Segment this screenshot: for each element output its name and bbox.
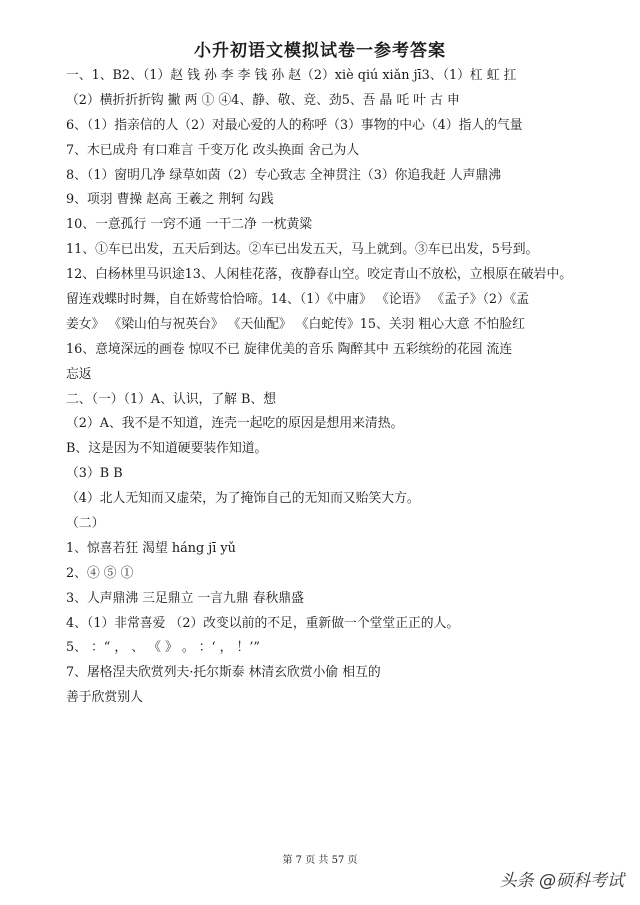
answer-line: 3、人声鼎沸 三足鼎立 一言九鼎 春秋鼎盛	[66, 590, 304, 606]
answer-line: 7、木已成舟 有口难言 千变万化 改头换面 舍己为人	[66, 142, 360, 158]
answer-line: 8、（1）窗明几净 绿草如茵（2）专心致志 全神贯注（3）你追我赶 人声鼎沸	[66, 167, 502, 183]
answer-line: 5、 ：“ ， 、 《 》 。 ：‘ ， ！’”	[66, 640, 260, 656]
answer-line: （2）横折折折钩 撇 两 ① ④4、静、敬、竞、劲5、吾 晶 吒 叶 古 申	[66, 92, 460, 108]
answer-body	[66, 64, 586, 711]
answer-line: 2、④ ⑤ ①	[66, 565, 134, 581]
answer-line: （2）A、我不是不知道，连壳一起吃的原因是想用来清热。	[66, 416, 404, 432]
answer-line: 4、（1）非常喜爱 （2）改变以前的不足，重新做一个堂堂正正的人。	[66, 615, 460, 631]
answer-line: （3）B B	[66, 466, 123, 482]
answer-line: 7、屠格涅夫欣赏列夫·托尔斯泰 林清玄欣赏小偷 相互的	[66, 665, 381, 681]
page-title: 小升初语文模拟试卷一参考答案	[194, 41, 446, 61]
answer-line: 1、惊喜若狂 渴望 háng jī yǔ	[66, 540, 236, 556]
answer-line: 9、项羽 曹操 赵高 王羲之 荆轲 勾践	[66, 192, 274, 208]
watermark: 头条 @硕科考试	[499, 871, 624, 891]
answer-line: 12、白杨林里马识途13、人闲桂花落，夜静春山空。咬定青山不放松，立根原在破岩中。	[66, 267, 573, 283]
answer-line: 16、意境深远的画卷 惊叹不已 旋律优美的音乐 陶醉其中 五彩缤纷的花园 流连	[66, 341, 513, 357]
answer-line: 忘返	[66, 366, 92, 382]
answer-line: 一、1、B2、（1）赵 钱 孙 李 李 钱 孙 赵（2）xiè qiú xiǎn jī3、（1）杠 虹 扛	[66, 68, 517, 83]
answer-line: 善于欣赏别人	[66, 690, 143, 706]
answer-line: B、这是因为不知道硬要装作知道。	[66, 441, 268, 457]
answer-line: （二）	[66, 516, 105, 532]
answer-line: （4）北人无知而又虚荣，为了掩饰自己的无知而又贻笑大方。	[66, 491, 420, 507]
answer-line: 留连戏蝶时时舞，自在娇莺恰恰啼。14、（1）《中庸》 《论语》 《孟子》（2）《孟	[66, 292, 529, 308]
answer-line: 11、①车已出发，五天后到达。②车已出发五天，马上就到。③车已出发，5号到。	[66, 242, 539, 258]
answer-line: 二、（一）（1）A、认识，了解 B、想	[66, 391, 277, 407]
answer-line: 6、（1）指亲信的人（2）对最心爱的人的称呼（3）事物的中心（4）指人的气量	[66, 117, 523, 133]
answer-line: 姜女》 《梁山伯与祝英台》 《天仙配》 《白蛇传》15、关羽 粗心大意 不怕脸红	[66, 316, 525, 332]
answer-line: 10、一意孤行 一窍不通 一干二净 一枕黄粱	[66, 217, 313, 233]
page-number: 第 7 页 共 57 页	[282, 855, 358, 866]
